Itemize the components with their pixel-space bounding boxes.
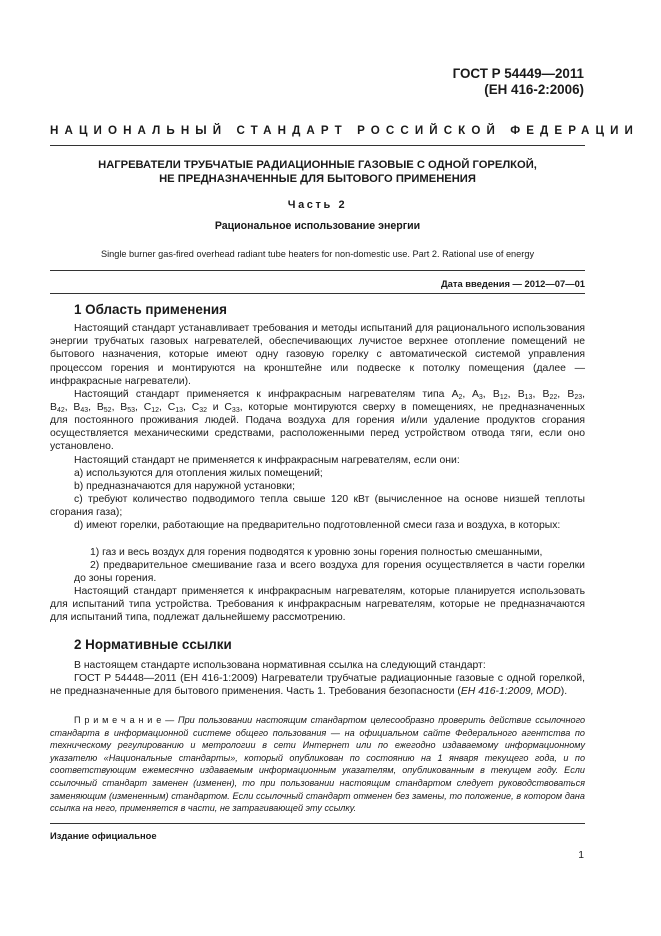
heater-type: $B_{12}$ [492, 389, 508, 401]
exclusion-item-a: а) используются для отопления жилых помещений; [74, 468, 323, 479]
section-1-paragraph-3: Настоящий стандарт не применяется к инфракрасным нагревателям, если они: [74, 455, 460, 466]
heater-type: $B_{52}$ [96, 402, 112, 414]
heater-type: $C_{32}$ [191, 402, 207, 414]
types-tail-text: , которые монтируются сверху в помещениях, не предназначенных [239, 402, 585, 413]
exclusion-item-d: d) имеют горелки, работающие на предварительно подготовленной смеси газа и воздуха, в которых: [74, 520, 561, 531]
heater-type: $B_{42}$ [50, 402, 65, 414]
national-standard-banner: НАЦИОНАЛЬНЫЙ СТАНДАРТ РОССИЙСКОЙ ФЕДЕРАЦИИ [50, 124, 639, 137]
reference-text: ГОСТ Р 54448—2011 (ЕН 416-1:2009) Нагреватели трубчатые радиационные газовые с одной горелкой, не предназначенные для бытового применения. Часть 1. Требования безопасности ( [50, 673, 585, 698]
english-title: Single burner gas-fired overhead radiant tube heaters for non-domestic use. Part 2. Rational use of energy [100, 249, 535, 259]
footer-divider [50, 823, 585, 824]
types-row-2: $B_{42}$, $B_{43}$, $B_{52}$, $B_{53}$, $C_{12}$, $C_{13}$, $C_{32}$ [50, 402, 207, 414]
introduction-date: Дата введения — 2012—07—01 [440, 278, 585, 289]
heater-type: $B_{22}$ [542, 389, 558, 401]
reference-harmonization: ЕН 416-1:2009, MOD [460, 686, 561, 698]
section-1-paragraph-2-line-2 [50, 401, 585, 414]
types-last [224, 402, 239, 413]
note-label: П р и м е ч а н и е — [74, 715, 175, 725]
exclusion-item-c: с) требуют количество подводимого тепла свыше 120 кВт (вычисленное на основе низшей теплоты сгорания газа); [50, 494, 585, 519]
title-divider [50, 270, 585, 271]
types-lead-text: Настоящий стандарт применяется к инфракрасным нагревателям типа [74, 389, 445, 400]
section-1-paragraph-4: Настоящий стандарт применяется к инфракрасным нагревателям, которые планируется использовать для испытаний типа устройства. Требования к инфракрасным нагревателям, которые не предназначаются для испытаний типа, подлежат дальнейшему рассмотрению. [50, 586, 585, 624]
note-text: При пользовании настоящим стандартом целесообразно проверить действие ссылочного стандарта в информационной системе общего пользования — на официальном сайте Федерального агентства по техническому регулированию и метрологии в сети Интернет или по ежегодно издаваемому информационному указателю «Национальные стандарты», который опубликован по состоянию на 1 января текущего года, и по соответствующим ежемесячно издаваемым информационным указателям, опубликованным в текущем году. Если ссылочный стандарт заменен (изменен), то при пользовании настоящим стандартом следует руководствоваться заменяющим (измененным) стандартом. Если ссылочный стандарт отменен без замены, то положение, в котором дана ссылка на него, применяется в части, не затрагивающей эту ссылку. [50, 715, 586, 814]
header-divider [50, 145, 585, 146]
exclusion-subitem-2: 2) предварительное смешивание газа и всего воздуха для горения осуществляется в части горелки до зоны горения. [74, 560, 585, 585]
normative-reference [50, 672, 585, 698]
exclusion-item-b: b) предназначаются для наружной установки; [74, 481, 295, 492]
section-1-paragraph-2-rest: для постоянного проживания людей. Подача воздуха для горения и/или удаление продуктов сгорания осуществляется механическими средствами, расположенными перед устройством отвода тяги, если оно установлено. [50, 415, 585, 453]
heater-type: $A_2$ [451, 389, 463, 401]
official-edition-label: Издание официальное [50, 830, 157, 841]
types-row-1: $A_2$, $A_3$, $B_{12}$, $B_{13}$, $B_{22}$, $B_{23}$, [451, 389, 585, 401]
reference-note [50, 714, 585, 815]
heater-type: $C_{33}$ [224, 402, 240, 414]
heater-type: $B_{43}$ [73, 402, 89, 414]
types-conjunction: и [212, 402, 219, 413]
title-line-1: НАГРЕВАТЕЛИ ТРУБЧАТЫЕ РАДИАЦИОННЫЕ ГАЗОВЫЕ С ОДНОЙ ГОРЕЛКОЙ, [98, 159, 537, 171]
page-number: 1 [578, 850, 584, 861]
date-divider [50, 293, 585, 294]
heater-type: $C_{12}$ [143, 402, 159, 414]
reference-close: ). [560, 686, 568, 698]
subtitle: Рациональное использование энергии [214, 220, 421, 232]
section-2-paragraph-1: В настоящем стандарте использована нормативная ссылка на следующий стандарт: [74, 660, 486, 671]
exclusion-subitem-1: 1) газ и весь воздух для горения подводятся к уровню зоны горения полностью смешанными, [90, 547, 543, 558]
heater-type: $B_{23}$ [567, 389, 583, 401]
section-1-paragraph-1: Настоящий стандарт устанавливает требования и методы испытаний для рационального использования энергии трубчатых газовых нагревателей, обеспечивающих лучистое верхнее отопление помещений не бытового назначения, которые имеют одну газовую горелку с автоматической системой управления процессом горения и монтируются на кронштейне или подвеске к потолку помещения (далее — инфракрасные нагреватели). [50, 323, 585, 387]
title-line-2: НЕ ПРЕДНАЗНАЧЕННЫЕ ДЛЯ БЫТОВОГО ПРИМЕНЕНИЯ [159, 173, 476, 185]
section-1-paragraph-2-line-1 [50, 388, 585, 401]
standard-designation-alt: (ЕН 416-2:2006) [484, 82, 584, 97]
heater-type: $C_{13}$ [167, 402, 183, 414]
heater-type: $B_{53}$ [120, 402, 135, 414]
section-1-heading: 1 Область применения [74, 302, 227, 317]
heater-type: $A_3$ [471, 389, 483, 401]
standard-designation: ГОСТ Р 54449—2011 [452, 66, 584, 81]
heater-type: $B_{13}$ [517, 389, 533, 401]
part-label: Часть 2 [287, 199, 348, 211]
section-2-heading: 2 Нормативные ссылки [74, 637, 232, 652]
